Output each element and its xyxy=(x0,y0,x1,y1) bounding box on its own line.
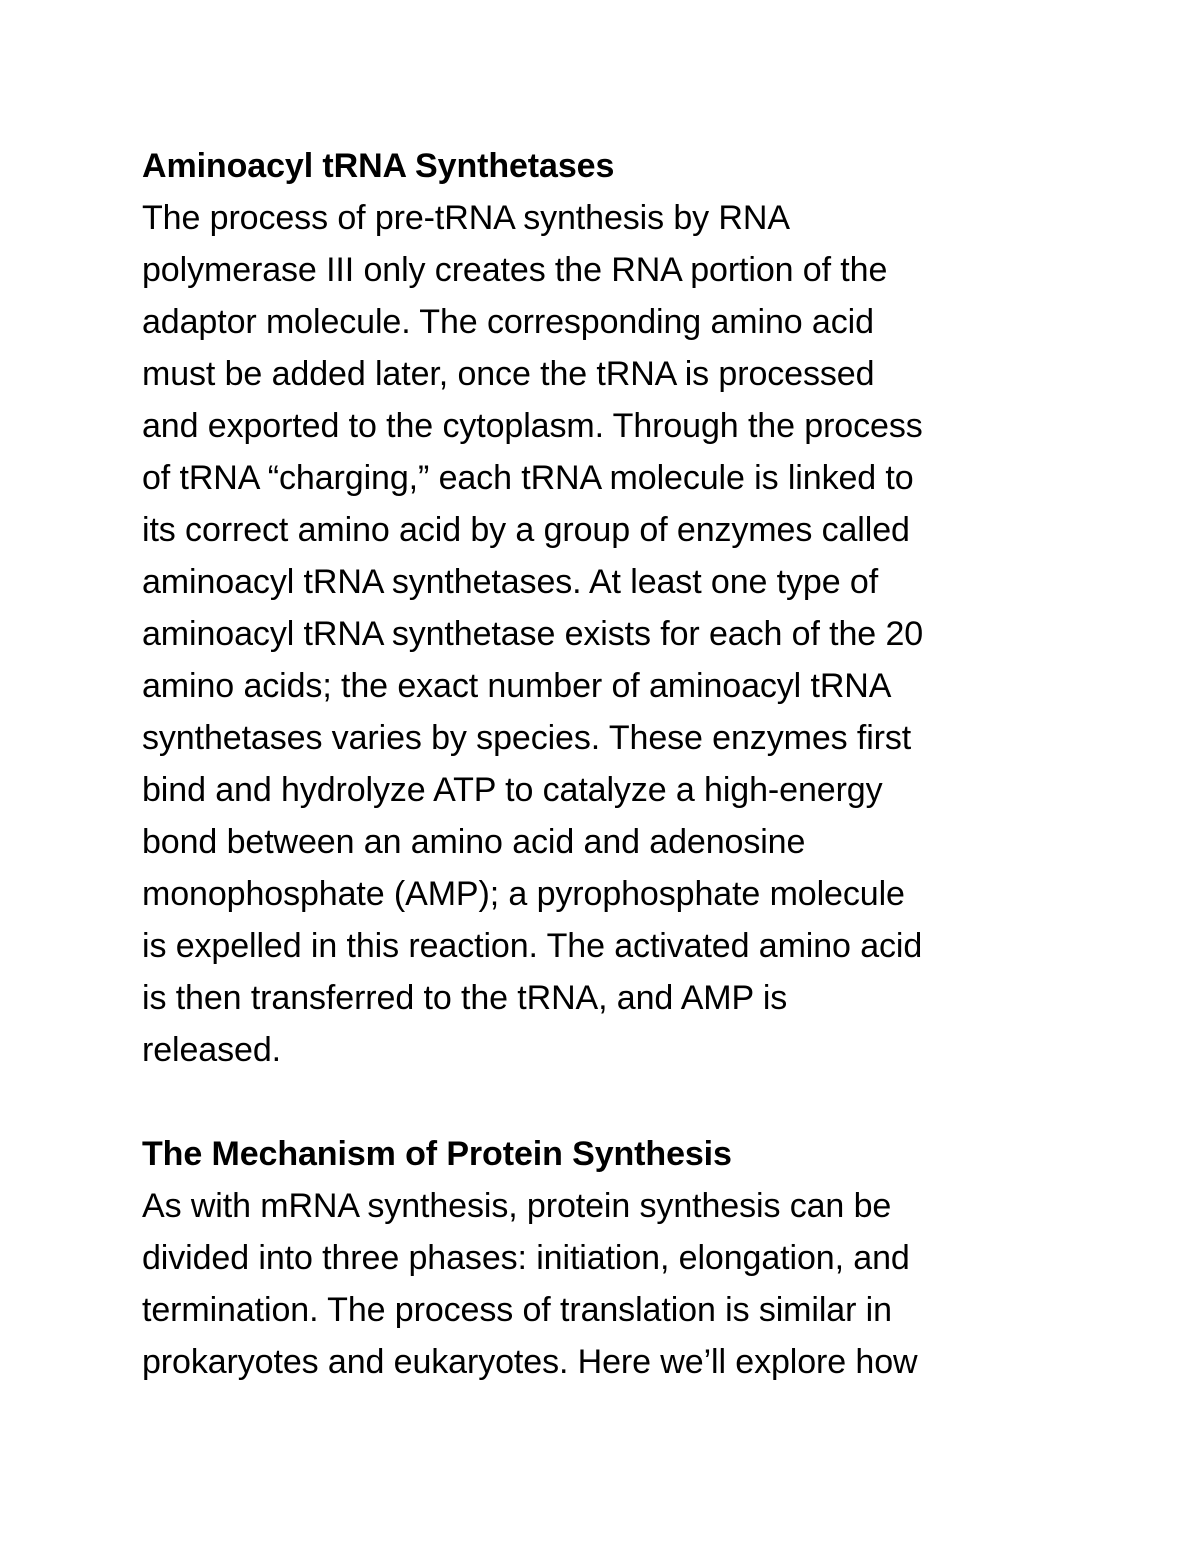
body-line: adaptor molecule. The corresponding amino acid xyxy=(142,303,874,341)
body-line: monophosphate (AMP); a pyrophosphate molecule xyxy=(142,875,905,913)
document-page xyxy=(142,140,1072,1388)
body-line: aminoacyl tRNA synthetase exists for each of the 20 xyxy=(142,615,924,653)
body-line: As with mRNA synthesis, protein synthesis can be xyxy=(142,1187,892,1225)
body-line: polymerase III only creates the RNA portion of the xyxy=(142,251,888,289)
section-heading-mechanism: The Mechanism of Protein Synthesis xyxy=(142,1135,732,1173)
body-line: is then transferred to the tRNA, and AMP is xyxy=(142,979,788,1017)
body-line: must be added later, once the tRNA is processed xyxy=(142,355,875,393)
body-line: of tRNA “charging,” each tRNA molecule is linked to xyxy=(142,459,914,497)
paragraph-gap xyxy=(142,1076,1072,1128)
body-line: is expelled in this reaction. The activated amino acid xyxy=(142,927,923,965)
body-line: The process of pre-tRNA synthesis by RNA xyxy=(142,199,790,237)
body-line: its correct amino acid by a group of enzymes called xyxy=(142,511,910,549)
body-line: amino acids; the exact number of aminoacyl tRNA xyxy=(142,667,892,705)
body-line: synthetases varies by species. These enzymes first xyxy=(142,719,912,757)
body-line: bind and hydrolyze ATP to catalyze a high-energy xyxy=(142,771,883,809)
body-line: bond between an amino acid and adenosine xyxy=(142,823,806,861)
body-line: aminoacyl tRNA synthetases. At least one type of xyxy=(142,563,879,601)
body-line: divided into three phases: initiation, elongation, and xyxy=(142,1239,910,1277)
section-heading-aminoacyl: Aminoacyl tRNA Synthetases xyxy=(142,147,615,185)
body-line: released. xyxy=(142,1031,281,1069)
body-line: and exported to the cytoplasm. Through the process xyxy=(142,407,923,445)
body-line: termination. The process of translation is similar in xyxy=(142,1291,892,1329)
body-line: prokaryotes and eukaryotes. Here we’ll explore how xyxy=(142,1343,918,1381)
